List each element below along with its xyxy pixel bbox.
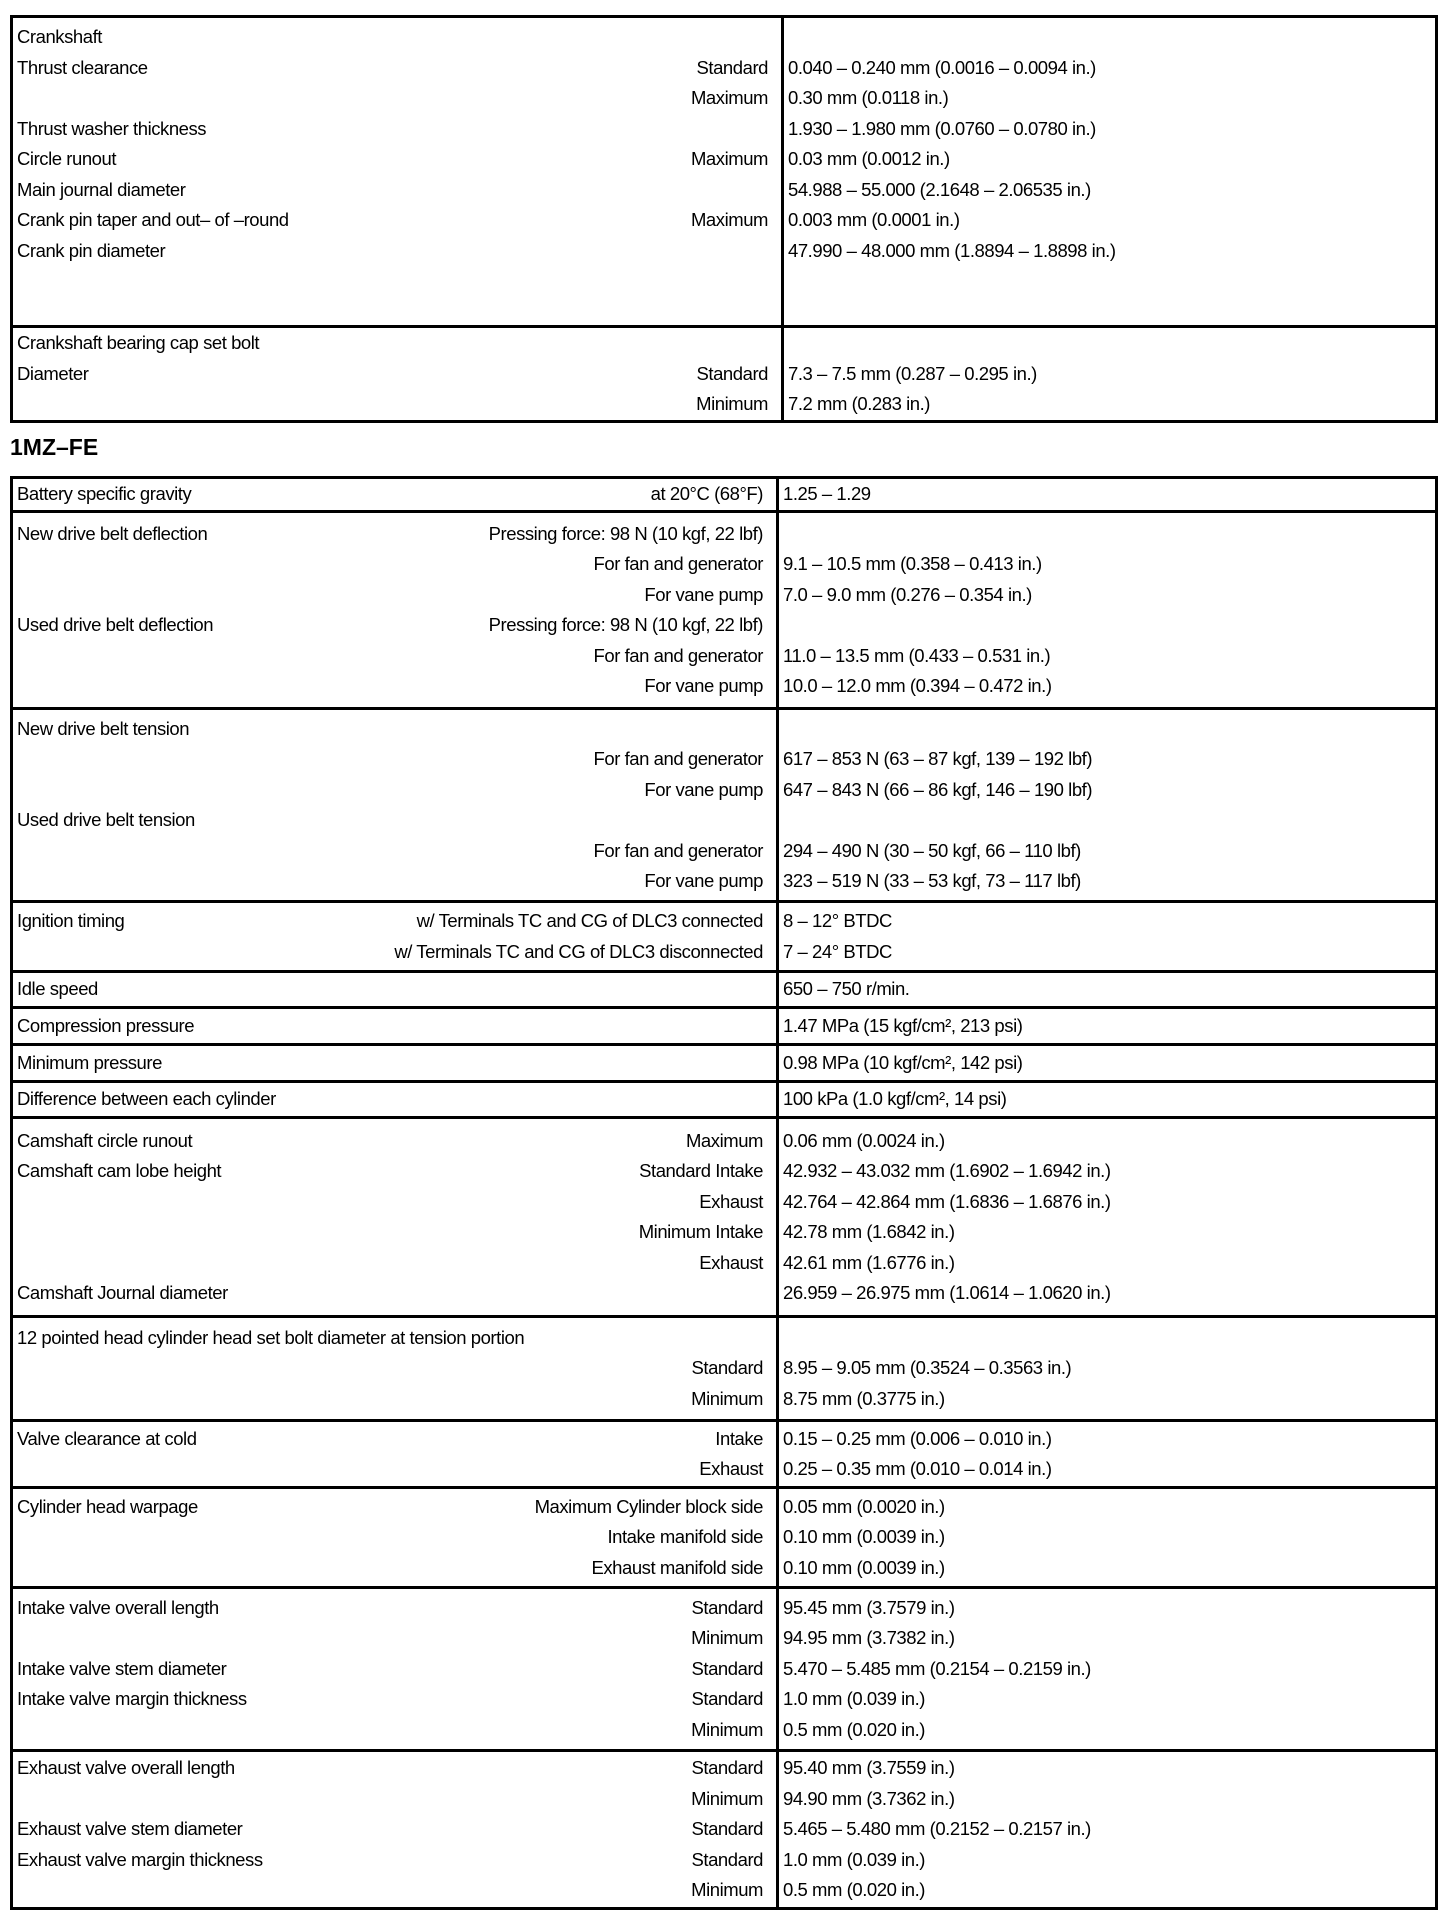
spec-qualifier: Maximum Cylinder block side [534,1495,763,1517]
spec-value: 650 – 750 r/min. [783,978,910,1000]
spec-label: Used drive belt deflection [17,614,214,635]
spec-row [13,1814,1435,1845]
spec-value: 0.05 mm (0.0020 in.) [783,1495,945,1517]
spec-value: 7.0 – 9.0 mm (0.276 – 0.354 in.) [783,583,1032,605]
spec-label: Main journal diameter [17,178,186,200]
spec-row [13,1248,1435,1279]
spec-value: 0.30 mm (0.0118 in.) [788,87,949,108]
spec-row [13,389,1435,420]
spec-label: Intake valve margin thickness [17,1688,247,1710]
spec-block [10,1083,1438,1119]
spec-row [13,359,1435,390]
spec-qualifier: Exhaust manifold side [591,1556,763,1578]
spec-value: 8.95 – 9.05 mm (0.3524 – 0.3563 in.) [783,1357,1072,1379]
spec-block [10,1422,1438,1489]
spec-qualifier: Maximum [690,209,768,230]
spec-row [13,1084,1435,1115]
spec-row [13,175,1435,206]
spec-label: Circle runout [17,148,117,169]
spec-value: 5.470 – 5.485 mm (0.2154 – 0.2159 in.) [783,1657,1091,1679]
spec-block [10,1589,1438,1752]
spec-row [13,1553,1435,1584]
spec-qualifier: Standard Intake [639,1160,763,1181]
spec-label: Camshaft Journal diameter [17,1282,228,1303]
spec-label: Crank pin diameter [17,239,166,261]
spec-block [10,903,1438,973]
spec-row [13,1522,1435,1553]
spec-qualifier: Intake [715,1427,763,1449]
spec-value: 95.40 mm (3.7559 in.) [783,1757,955,1779]
spec-value: 26.959 – 26.975 mm (1.0614 – 1.0620 in.) [783,1282,1111,1303]
spec-row [13,1217,1435,1248]
spec-value: 0.98 MPa (10 kgf/cm², 142 psi) [783,1051,1023,1073]
spec-row [13,22,1435,53]
spec-row [13,671,1435,702]
spec-block [10,1752,1438,1910]
spec-label: Diameter [17,362,89,384]
spec-label: Valve clearance at cold [17,1427,197,1449]
spec-label: Used drive belt tension [17,809,195,830]
spec-qualifier: Minimum [691,1627,763,1649]
spec-qualifier: Standard [691,1357,763,1379]
spec-row [13,519,1435,550]
spec-value: 1.930 – 1.980 mm (0.0760 – 0.0780 in.) [788,117,1096,139]
spec-qualifier: w/ Terminals TC and CG of DLC3 disconnected [394,940,763,962]
spec-row [13,580,1435,611]
spec-label: New drive belt deflection [17,522,208,544]
spec-row [13,1187,1435,1218]
spec-row [13,83,1435,114]
spec-value: 0.15 – 0.25 mm (0.006 – 0.010 in.) [783,1427,1052,1449]
spec-row [13,236,1435,267]
spec-value: 9.1 – 10.5 mm (0.358 – 0.413 in.) [783,553,1042,574]
spec-row [13,805,1435,836]
spec-value: 0.10 mm (0.0039 in.) [783,1556,945,1578]
spec-qualifier: For vane pump [644,778,763,800]
spec-label: Crankshaft bearing cap set bolt [17,332,260,354]
spec-value: 5.465 – 5.480 mm (0.2152 – 0.2157 in.) [783,1818,1091,1840]
spec-row [13,1784,1435,1815]
spec-row [13,1875,1435,1906]
spec-qualifier: Maximum [685,1129,763,1151]
spec-label: Ignition timing [17,910,125,931]
spec-value: 47.990 – 48.000 mm (1.8894 – 1.8898 in.) [788,239,1116,261]
spec-row [13,1753,1435,1784]
spec-row [13,1454,1435,1485]
spec-value: 94.90 mm (3.7362 in.) [783,1787,955,1809]
spec-row [13,1845,1435,1876]
spec-value: 8 – 12° BTDC [783,910,892,931]
spec-row [13,1684,1435,1715]
spec-value: 323 – 519 N (33 – 53 kgf, 73 – 117 lbf) [783,870,1081,891]
spec-value: 42.932 – 43.032 mm (1.6902 – 1.6942 in.) [783,1160,1111,1181]
spec-value: 42.61 mm (1.6776 in.) [783,1251,955,1273]
spec-row [13,775,1435,806]
spec-value: 0.03 mm (0.0012 in.) [788,148,950,169]
spec-block [10,1318,1438,1422]
spec-qualifier: Maximum [690,87,768,108]
spec-value: 42.764 – 42.864 mm (1.6836 – 1.6876 in.) [783,1190,1111,1212]
spec-qualifier: Pressing force: 98 N (10 kgf, 22 lbf) [488,614,763,635]
spec-value: 94.95 mm (3.7382 in.) [783,1627,955,1649]
spec-label: Intake valve overall length [17,1596,219,1618]
spec-row [13,53,1435,84]
spec-label: New drive belt tension [17,717,190,739]
spec-value: 7.3 – 7.5 mm (0.287 – 0.295 in.) [788,362,1037,384]
spec-qualifier: Exhaust [699,1458,763,1479]
spec-row [13,937,1435,968]
spec-row [13,1323,1435,1354]
spec-label: Battery specific gravity [17,483,192,505]
spec-label: Intake valve stem diameter [17,1657,227,1679]
spec-block [10,513,1438,710]
spec-label: 12 pointed head cylinder head set bolt diameter at tension portion [17,1326,525,1348]
spec-value: 7.2 mm (0.283 in.) [788,393,931,415]
spec-qualifier: Standard [696,362,768,384]
spec-label: Exhaust valve overall length [17,1757,235,1779]
spec-qualifier: For fan and generator [593,748,763,769]
spec-row [13,1593,1435,1624]
spec-row [13,549,1435,580]
spec-label: Cylinder head warpage [17,1495,198,1517]
spec-value: 1.0 mm (0.039 in.) [783,1848,926,1870]
spec-value: 0.5 mm (0.020 in.) [783,1879,926,1901]
spec-row [13,744,1435,775]
spec-qualifier: Standard [691,1596,763,1618]
spec-value: 1.47 MPa (15 kgf/cm², 213 psi) [783,1014,1023,1036]
spec-row [13,866,1435,897]
spec-row [13,641,1435,672]
spec-block [10,1489,1438,1589]
spec-value: 0.040 – 0.240 mm (0.0016 – 0.0094 in.) [788,56,1096,78]
spec-block [10,1009,1438,1046]
spec-qualifier: Exhaust [699,1190,763,1212]
spec-row [13,610,1435,641]
spec-block [10,1046,1438,1083]
spec-row [13,1424,1435,1455]
spec-qualifier: at 20°C (68°F) [650,483,763,505]
spec-qualifier: Minimum [696,393,768,415]
spec-qualifier: Intake manifold side [607,1526,763,1548]
spec-value: 0.5 mm (0.020 in.) [783,1718,926,1740]
spec-qualifier: Exhaust [699,1251,763,1273]
spec-label: Thrust clearance [17,56,148,78]
spec-label: Idle speed [17,978,98,1000]
spec-value: 11.0 – 13.5 mm (0.433 – 0.531 in.) [783,644,1051,666]
spec-block [10,973,1438,1009]
spec-row [13,1126,1435,1157]
spec-row [13,906,1435,937]
spec-row [13,1048,1435,1079]
spec-row [13,714,1435,745]
spec-block [10,15,1438,328]
spec-block [10,476,1438,513]
spec-label: Compression pressure [17,1014,195,1036]
spec-label: Exhaust valve margin thickness [17,1848,263,1870]
spec-value: 54.988 – 55.000 (2.1648 – 2.06535 in.) [788,178,1091,200]
spec-row [13,1623,1435,1654]
spec-label: Thrust washer thickness [17,117,207,139]
spec-qualifier: For vane pump [644,675,763,696]
spec-qualifier: Pressing force: 98 N (10 kgf, 22 lbf) [488,522,763,544]
spec-qualifier: For fan and generator [593,839,763,861]
spec-qualifier: Minimum [691,1718,763,1740]
spec-label: Camshaft circle runout [17,1129,193,1151]
spec-block [10,1119,1438,1318]
spec-qualifier: Standard [691,1848,763,1870]
spec-row [13,144,1435,175]
spec-label: Exhaust valve stem diameter [17,1818,243,1840]
spec-value: 1.25 – 1.29 [783,483,871,505]
spec-block [10,710,1438,903]
spec-row [13,1654,1435,1685]
spec-row [13,205,1435,236]
spec-value: 617 – 853 N (63 – 87 kgf, 139 – 192 lbf) [783,748,1093,769]
spec-value: 0.003 mm (0.0001 in.) [788,209,960,230]
spec-value: 0.10 mm (0.0039 in.) [783,1526,945,1548]
spec-qualifier: Standard [691,1757,763,1779]
spec-row [13,974,1435,1005]
spec-row [13,1278,1435,1309]
spec-label: Crankshaft [17,26,102,47]
spec-value: 647 – 843 N (66 – 86 kgf, 146 – 190 lbf) [783,778,1093,800]
spec-value: 1.0 mm (0.039 in.) [783,1688,926,1710]
spec-qualifier: Standard [691,1818,763,1840]
spec-label: Minimum pressure [17,1051,162,1073]
spec-value: 8.75 mm (0.3775 in.) [783,1387,945,1409]
spec-qualifier: For vane pump [644,583,763,605]
spec-row [13,1384,1435,1415]
spec-label: Difference between each cylinder [17,1088,276,1110]
spec-qualifier: For fan and generator [593,553,763,574]
spec-value: 0.25 – 0.35 mm (0.010 – 0.014 in.) [783,1458,1052,1479]
spec-label: Camshaft cam lobe height [17,1160,222,1181]
spec-qualifier: Minimum [691,1387,763,1409]
spec-row [13,1353,1435,1384]
spec-value: 294 – 490 N (30 – 50 kgf, 66 – 110 lbf) [783,839,1081,861]
spec-value: 7 – 24° BTDC [783,940,892,962]
spec-row [13,479,1435,510]
spec-value: 42.78 mm (1.6842 in.) [783,1221,955,1242]
spec-qualifier: Standard [691,1688,763,1710]
spec-qualifier: w/ Terminals TC and CG of DLC3 connected [416,910,763,931]
spec-row [13,1011,1435,1042]
spec-block [10,328,1438,423]
spec-row [13,114,1435,145]
spec-row [13,1156,1435,1187]
spec-value: 100 kPa (1.0 kgf/cm², 14 psi) [783,1088,1007,1110]
spec-value: 95.45 mm (3.7579 in.) [783,1596,955,1618]
spec-qualifier: Minimum Intake [638,1221,763,1242]
spec-row [13,1492,1435,1523]
spec-value: 0.06 mm (0.0024 in.) [783,1129,945,1151]
spec-row [13,328,1435,359]
spec-qualifier: For vane pump [644,870,763,891]
spec-row [13,1715,1435,1746]
section-heading: 1MZ–FE [10,434,99,460]
spec-value: 10.0 – 12.0 mm (0.394 – 0.472 in.) [783,675,1052,696]
spec-qualifier: Standard [691,1657,763,1679]
spec-qualifier: Minimum [691,1787,763,1809]
spec-qualifier: For fan and generator [593,644,763,666]
spec-row [13,836,1435,867]
spec-qualifier: Maximum [690,148,768,169]
spec-label: Crank pin taper and out– of –round [17,209,289,230]
spec-qualifier: Standard [696,56,768,78]
spec-qualifier: Minimum [691,1879,763,1901]
